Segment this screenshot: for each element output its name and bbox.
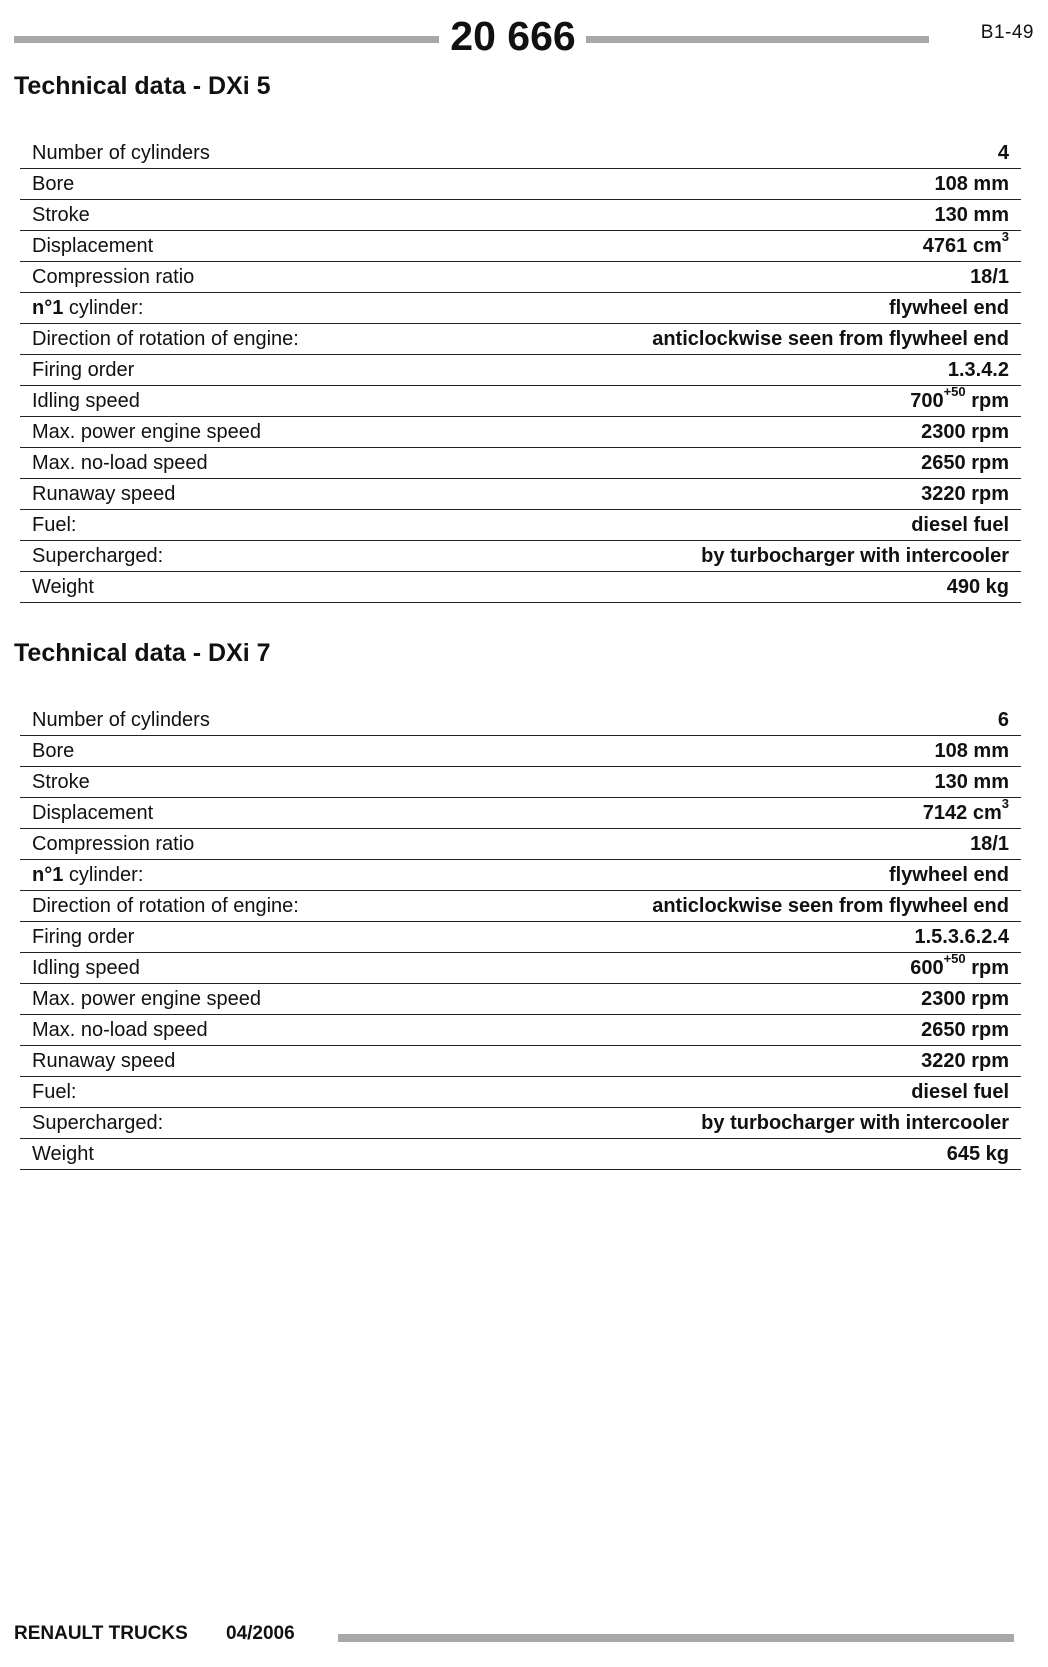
spec-value [453, 953, 1021, 984]
spec-value [453, 262, 1021, 293]
spec-label [20, 922, 453, 953]
spec-label [20, 293, 453, 324]
spec-label [20, 510, 453, 541]
spec-label [20, 1108, 453, 1139]
spec-label-text: Idling speed [32, 957, 140, 979]
spec-row [20, 231, 1021, 262]
spec-value [453, 417, 1021, 448]
spec-label-text: Stroke [32, 771, 90, 793]
spec-row [20, 829, 1021, 860]
spec-label [20, 355, 453, 386]
spec-label [20, 1046, 453, 1077]
spec-label [20, 479, 453, 510]
spec-label-text: Number of cylinders [32, 709, 210, 731]
section-title-dxi5: Technical data - DXi 5 [14, 72, 271, 100]
spec-row [20, 922, 1021, 953]
spec-value-unit: rpm [965, 390, 1009, 412]
spec-value [453, 829, 1021, 860]
spec-value [453, 1108, 1021, 1139]
spec-label [20, 231, 453, 262]
spec-label-text: Weight [32, 1143, 94, 1165]
spec-label-bold: n°1 [32, 864, 64, 886]
spec-label [20, 953, 453, 984]
spec-label [20, 200, 453, 231]
spec-value [453, 798, 1021, 829]
spec-value-text: 4761 cm [922, 235, 1002, 257]
spec-value [453, 138, 1021, 169]
spec-value [453, 293, 1021, 324]
spec-label-text: Bore [32, 173, 75, 195]
spec-value-text: 3220 rpm [921, 1050, 1009, 1072]
spec-value-text: 2650 rpm [921, 452, 1009, 474]
spec-value [453, 1077, 1021, 1108]
spec-label-text: Runaway speed [32, 1050, 176, 1072]
spec-value [453, 1015, 1021, 1046]
spec-row [20, 448, 1021, 479]
spec-value [453, 736, 1021, 767]
spec-label-text: Max. no-load speed [32, 1019, 208, 1041]
spec-value-text: 1.5.3.6.2.4 [914, 926, 1009, 948]
spec-row [20, 479, 1021, 510]
spec-row [20, 953, 1021, 984]
spec-value-text: 490 kg [946, 576, 1009, 598]
spec-value-text: 108 mm [934, 173, 1009, 195]
page-reference: B1-49 [980, 22, 1034, 43]
spec-value [453, 984, 1021, 1015]
spec-value-text: 6 [997, 709, 1009, 731]
spec-value-unit: rpm [965, 957, 1009, 979]
spec-label [20, 860, 453, 891]
spec-row [20, 798, 1021, 829]
spec-label [20, 324, 453, 355]
spec-value-superscript: +50 [943, 384, 966, 400]
spec-value [453, 572, 1021, 603]
spec-label-text: Direction of rotation of engine: [32, 328, 299, 350]
spec-row [20, 293, 1021, 324]
spec-label [20, 386, 453, 417]
spec-label-text: Weight [32, 576, 94, 598]
spec-value-text: flywheel end [888, 297, 1009, 319]
spec-row [20, 860, 1021, 891]
spec-table-dxi5 [20, 138, 1021, 603]
spec-label [20, 767, 453, 798]
document-number: 20 666 [450, 13, 576, 59]
spec-row [20, 1015, 1021, 1046]
spec-value-text: 645 kg [946, 1143, 1009, 1165]
spec-label-text: Idling speed [32, 390, 140, 412]
spec-value-text: by turbocharger with intercooler [701, 1112, 1009, 1134]
spec-value-text: 1.3.4.2 [947, 359, 1009, 381]
spec-row [20, 984, 1021, 1015]
spec-label-text: cylinder: [63, 864, 144, 886]
spec-value-text: 700 [910, 390, 944, 412]
footer-date: 04/2006 [226, 1623, 295, 1644]
spec-label-bold: n°1 [32, 297, 64, 319]
spec-row [20, 1046, 1021, 1077]
spec-value [453, 767, 1021, 798]
spec-label-text: Displacement [32, 802, 154, 824]
spec-label [20, 705, 453, 736]
spec-value [453, 1046, 1021, 1077]
spec-value [453, 860, 1021, 891]
spec-value-text: 2300 rpm [921, 988, 1009, 1010]
spec-value-text: diesel fuel [911, 514, 1009, 536]
spec-label [20, 1139, 453, 1170]
spec-value [453, 922, 1021, 953]
spec-row [20, 1108, 1021, 1139]
spec-label-text: Compression ratio [32, 833, 195, 855]
spec-value [453, 891, 1021, 922]
spec-value [453, 479, 1021, 510]
spec-label-text: Bore [32, 740, 75, 762]
spec-row [20, 262, 1021, 293]
spec-row [20, 541, 1021, 572]
spec-value-text: diesel fuel [911, 1081, 1009, 1103]
spec-label-text: Stroke [32, 204, 90, 226]
spec-label-text: Number of cylinders [32, 142, 210, 164]
spec-value [453, 200, 1021, 231]
spec-value [453, 169, 1021, 200]
spec-value-text: anticlockwise seen from flywheel end [652, 895, 1009, 917]
spec-label-text: Displacement [32, 235, 154, 257]
spec-label [20, 572, 453, 603]
spec-value-text: 2300 rpm [921, 421, 1009, 443]
spec-row [20, 705, 1021, 736]
spec-row [20, 1077, 1021, 1108]
spec-value-text: 18/1 [970, 266, 1009, 288]
spec-row [20, 510, 1021, 541]
section-title-dxi7: Technical data - DXi 7 [14, 639, 271, 667]
spec-label-text: cylinder: [63, 297, 144, 319]
spec-label-text: Firing order [32, 359, 135, 381]
spec-row [20, 169, 1021, 200]
spec-row [20, 572, 1021, 603]
spec-row [20, 386, 1021, 417]
spec-label-text: Supercharged: [32, 1112, 164, 1134]
spec-label-text: Max. no-load speed [32, 452, 208, 474]
spec-value-text: 4 [997, 142, 1009, 164]
spec-row [20, 767, 1021, 798]
spec-label [20, 736, 453, 767]
spec-label [20, 169, 453, 200]
spec-label [20, 1077, 453, 1108]
spec-label [20, 448, 453, 479]
spec-value [453, 541, 1021, 572]
spec-label-text: Supercharged: [32, 545, 164, 567]
footer-rule [338, 1634, 1014, 1642]
spec-value-text: 130 mm [934, 771, 1009, 793]
spec-value [453, 705, 1021, 736]
spec-value-text: 18/1 [970, 833, 1009, 855]
spec-value-text: 130 mm [934, 204, 1009, 226]
spec-value [453, 386, 1021, 417]
spec-value-superscript: 3 [1001, 796, 1009, 812]
spec-label-text: Max. power engine speed [32, 421, 262, 443]
spec-label-text: Fuel: [32, 514, 77, 536]
spec-value [453, 510, 1021, 541]
spec-value-text: 7142 cm [922, 802, 1002, 824]
spec-value [453, 1139, 1021, 1170]
spec-value-text: 2650 rpm [921, 1019, 1009, 1041]
spec-row [20, 324, 1021, 355]
spec-label [20, 541, 453, 572]
spec-value-text: 108 mm [934, 740, 1009, 762]
footer-brand: RENAULT TRUCKS [14, 1623, 188, 1644]
header-rule-right [586, 36, 929, 43]
spec-value-superscript: 3 [1001, 229, 1009, 245]
spec-value [453, 324, 1021, 355]
spec-value-text: by turbocharger with intercooler [701, 545, 1009, 567]
spec-table-dxi7 [20, 705, 1021, 1170]
spec-value [453, 355, 1021, 386]
spec-label-text: Direction of rotation of engine: [32, 895, 299, 917]
spec-row [20, 736, 1021, 767]
header-rule-left [14, 36, 439, 43]
spec-label [20, 984, 453, 1015]
spec-label-text: Max. power engine speed [32, 988, 262, 1010]
spec-label [20, 262, 453, 293]
spec-label [20, 417, 453, 448]
spec-value-text: flywheel end [888, 864, 1009, 886]
spec-label [20, 891, 453, 922]
spec-label [20, 829, 453, 860]
spec-value [453, 231, 1021, 262]
spec-value-text: anticlockwise seen from flywheel end [652, 328, 1009, 350]
spec-row [20, 417, 1021, 448]
spec-row [20, 200, 1021, 231]
spec-value-text: 600 [910, 957, 944, 979]
spec-label-text: Firing order [32, 926, 135, 948]
spec-label [20, 1015, 453, 1046]
spec-row [20, 1139, 1021, 1170]
spec-label-text: Fuel: [32, 1081, 77, 1103]
spec-value-text: 3220 rpm [921, 483, 1009, 505]
spec-label-text: Compression ratio [32, 266, 195, 288]
spec-row [20, 355, 1021, 386]
spec-label-text: Runaway speed [32, 483, 176, 505]
spec-label [20, 138, 453, 169]
spec-row [20, 138, 1021, 169]
spec-value [453, 448, 1021, 479]
spec-label [20, 798, 453, 829]
spec-value-superscript: +50 [943, 951, 966, 967]
spec-row [20, 891, 1021, 922]
